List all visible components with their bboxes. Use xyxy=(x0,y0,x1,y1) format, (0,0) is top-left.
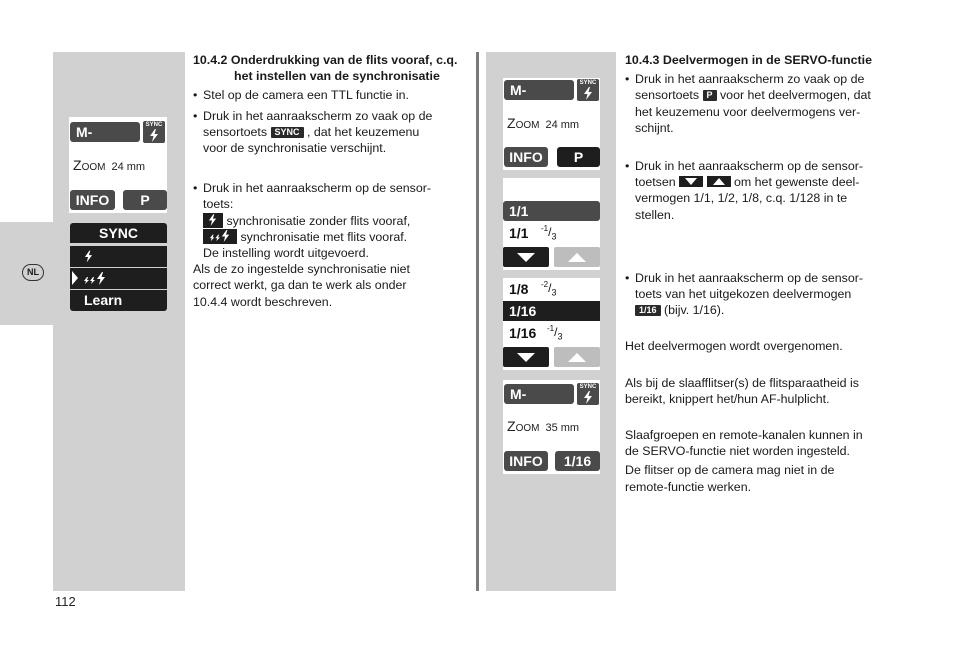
power-selected[interactable]: 1/16 xyxy=(503,301,600,321)
step-choose-sync: • Druk in het aanraakscherm op de sensor- toets: synchronisatie zonder flits vooraf, synchronisatie met flits vooraf. De instelling wordt uitgevoerd. xyxy=(193,180,468,261)
power-value: 1/8 xyxy=(503,279,600,299)
step-power-key: • Druk in het aanraakscherm zo vaak op de sensortoets P voor het deelvermogen, dat het keuzemenu voor deelvermogens ver- schijnt. xyxy=(625,71,915,136)
section-10-4-2 xyxy=(193,52,468,310)
sync-menu-title: SYNC xyxy=(70,223,167,243)
power-value-2: 1/16 xyxy=(503,323,600,343)
arrow-down-button[interactable] xyxy=(503,247,549,267)
arrow-down-button[interactable] xyxy=(503,347,549,367)
sync-button[interactable]: SYNC xyxy=(577,383,599,405)
mode-p-button[interactable]: P xyxy=(123,190,167,210)
info-button[interactable]: INFO xyxy=(70,190,115,210)
ev-correction: $^{-2}/_3$ xyxy=(541,280,557,298)
chevron-up-icon xyxy=(554,247,600,267)
page-number: 112 xyxy=(55,594,76,609)
zoom-readout: ZOOM 24 mm xyxy=(507,115,580,131)
p-chip: P xyxy=(703,90,717,101)
lightning-icon xyxy=(583,391,593,404)
sync-option-no-preflash[interactable] xyxy=(70,246,167,267)
up-chip xyxy=(707,176,731,187)
sync-option-learn[interactable]: Learn xyxy=(70,290,167,311)
note-paragraph: Als de zo ingestelde synchronisatie niet correct werkt, ga dan te werk als onder 10.4.4 wordt beschreven. xyxy=(193,262,410,309)
section-heading: 10.4.2 Onderdrukking van de flits vooraf, c.q. xyxy=(193,53,458,67)
sync-button[interactable] xyxy=(143,121,165,143)
sync-button[interactable]: SYNC xyxy=(577,79,599,101)
mode-title-bar: M-SERVO xyxy=(504,384,574,404)
step-select-power: • Druk in het aanraakscherm op de sensor- toets van het uitgekozen deelvermogen 1/16 (bijv. 1/16). xyxy=(625,270,915,319)
flash-screen-bottom xyxy=(503,380,600,474)
arrow-up-button[interactable] xyxy=(554,347,600,367)
mode-title-bar: M-SERVO xyxy=(504,80,574,100)
preflash-chip xyxy=(203,229,237,244)
multi-lightning-icon xyxy=(83,272,107,285)
mode-title: M-SERVO xyxy=(76,124,125,160)
flash-screen-left xyxy=(69,117,167,213)
ev-correction: $^{-1}/_3$ xyxy=(541,224,557,242)
result-paragraph: Het deelvermogen wordt overgenomen. xyxy=(625,339,843,354)
power-menu-1 xyxy=(503,178,600,270)
sync-option-preflash[interactable] xyxy=(70,268,167,289)
fraction-chip: 1/16 xyxy=(635,305,661,316)
power-selected[interactable]: 1/1 xyxy=(503,201,600,221)
lightning-icon xyxy=(149,129,159,142)
language-badge: NL xyxy=(22,264,44,281)
arrow-up-button[interactable] xyxy=(554,247,600,267)
zoom-readout: ZOOM 35 mm xyxy=(507,418,580,434)
limits-paragraph: Slaafgroepen en remote-kanalen kunnen in de SERVO-functie niet worden ingesteld. xyxy=(625,428,863,459)
zoom-readout: ZOOM 24 mm xyxy=(73,157,146,173)
af-light-paragraph: Als bij de slaafflitser(s) de flitsparaatheid is bereikt, knippert het/hun AF-hulplicht. xyxy=(625,375,859,406)
lightning-icon xyxy=(84,250,93,263)
remote-paragraph: De flitser op de camera mag niet in de remote-functie werken. xyxy=(625,463,835,494)
column-divider xyxy=(476,52,479,591)
info-button[interactable]: INFO xyxy=(504,451,548,471)
chevron-up-icon xyxy=(554,347,600,367)
sync-tag: SYNC xyxy=(145,122,163,128)
step-arrow-keys: • Druk in het aanraakscherm op de sensor- toetsen om het gewenste deel- vermogen 1/1, 1/2, 1/8, c.q. 1/128 in te stellen. xyxy=(625,158,915,223)
power-value: 1/1 xyxy=(503,223,600,243)
power-button[interactable]: 1/16 xyxy=(555,451,600,471)
chevron-down-icon xyxy=(503,247,549,267)
down-chip xyxy=(679,176,703,187)
flash-screen-top xyxy=(503,78,600,170)
sync-chip: SYNC xyxy=(271,127,304,138)
step-sync-key: • Druk in het aanraakscherm zo vaak op de sensortoets SYNC , dat het keuzemenu voor de synchronisatie verschijnt. xyxy=(193,108,468,157)
section-heading-line2: het instellen van de synchronisatie xyxy=(234,69,440,84)
section-10-4-3 xyxy=(625,52,915,495)
lightning-icon xyxy=(583,87,593,100)
selection-arrow-icon xyxy=(71,271,79,285)
power-menu-2 xyxy=(503,278,600,370)
chevron-down-icon xyxy=(503,347,549,367)
mode-title-bar xyxy=(70,122,140,160)
section-heading: 10.4.3 Deelvermogen in de SERVO-functie xyxy=(625,53,872,67)
step-ttl: • Stel op de camera een TTL functie in. xyxy=(193,87,468,103)
ev-correction-2: $^{-1}/_3$ xyxy=(547,324,563,342)
info-button[interactable]: INFO xyxy=(504,147,548,167)
mode-p-button[interactable]: P xyxy=(557,147,600,167)
no-preflash-chip xyxy=(203,213,223,228)
